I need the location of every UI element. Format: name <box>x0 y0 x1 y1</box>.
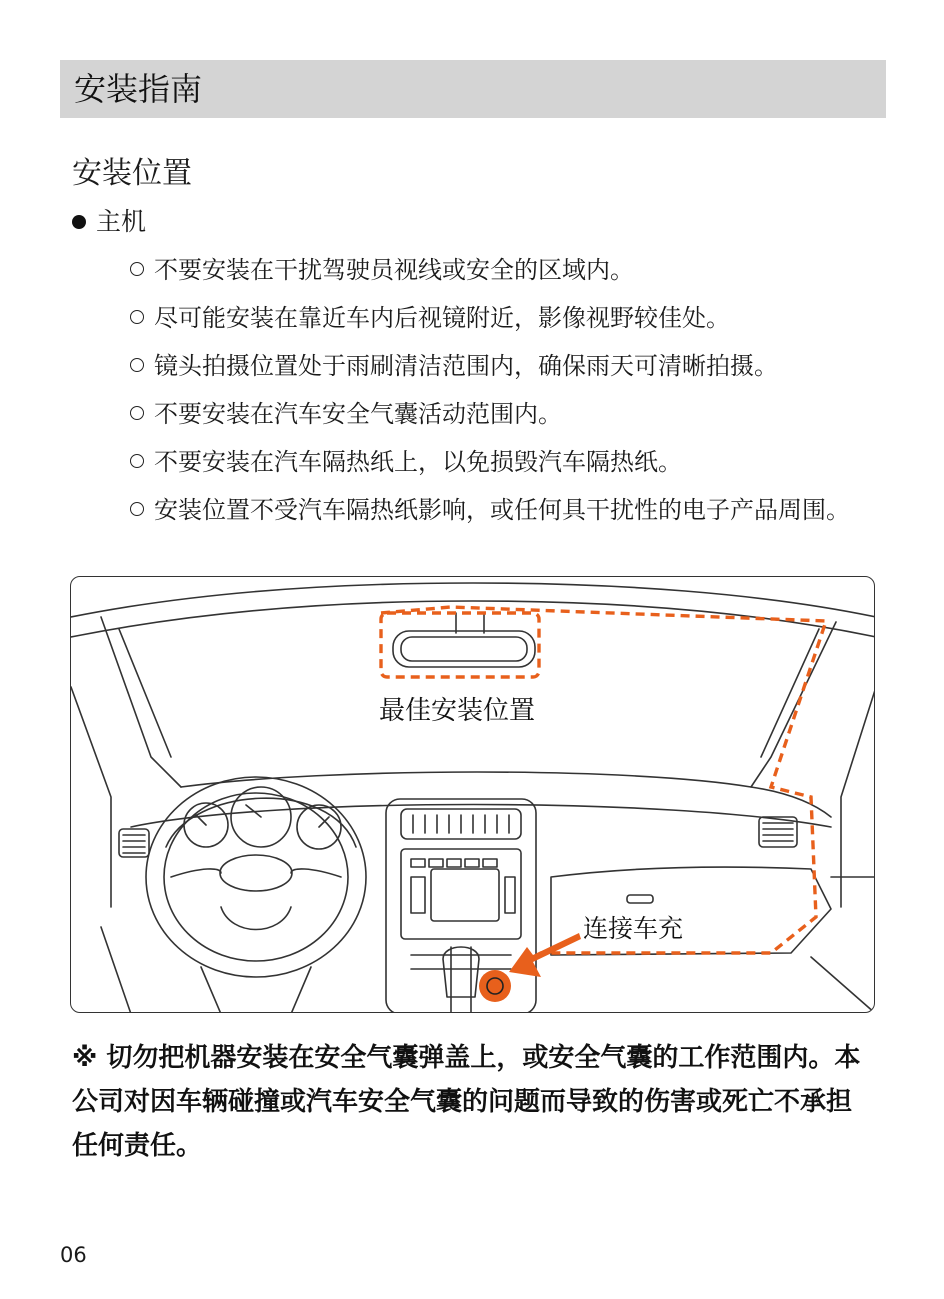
car-interior-illustration <box>71 577 875 1013</box>
best-position-label: 最佳安装位置 <box>379 696 536 726</box>
list-item: 不要安装在干扰驾驶员视线或安全的区域内。 <box>72 246 872 294</box>
bullet-label: 主机 <box>96 207 147 236</box>
circle-bullet-icon <box>130 406 144 420</box>
warning-text: ※ 切勿把机器安装在安全气囊弹盖上，或安全气囊的工作范围内。本公司对因车辆碰撞或汽车安全气囊的问题而导致的伤害或死亡不承担任何责任。 <box>72 1043 861 1161</box>
list-item: 不要安装在汽车隔热纸上，以免损毁汽车隔热纸。 <box>72 438 872 486</box>
circle-bullet-icon <box>130 310 144 324</box>
circle-bullet-icon <box>130 502 144 516</box>
installation-rules-list <box>72 246 872 530</box>
page-heading: 安装指南 <box>74 70 203 108</box>
circle-bullet-icon <box>130 262 144 276</box>
bullet-row <box>72 202 146 242</box>
circle-bullet-icon <box>130 358 144 372</box>
bullet-dot-icon <box>72 215 86 229</box>
charger-socket-icon <box>479 970 511 1002</box>
list-item: 镜头拍摄位置处于雨刷清洁范围内，确保雨天可清晰拍摄。 <box>72 342 872 390</box>
section-title: 安装位置 <box>72 156 192 191</box>
list-item: 不要安装在汽车安全气囊活动范围内。 <box>72 390 872 438</box>
header-bar <box>60 60 886 118</box>
charger-label: 连接车充 <box>583 914 684 943</box>
circle-bullet-icon <box>130 454 144 468</box>
list-item: 尽可能安装在靠近车内后视镜附近，影像视野较佳处。 <box>72 294 872 342</box>
list-item: 安装位置不受汽车隔热纸影响，或任何具干扰性的电子产品周围。 <box>72 490 872 530</box>
car-interior-figure <box>70 576 875 1013</box>
page-number: 06 <box>60 1243 87 1267</box>
